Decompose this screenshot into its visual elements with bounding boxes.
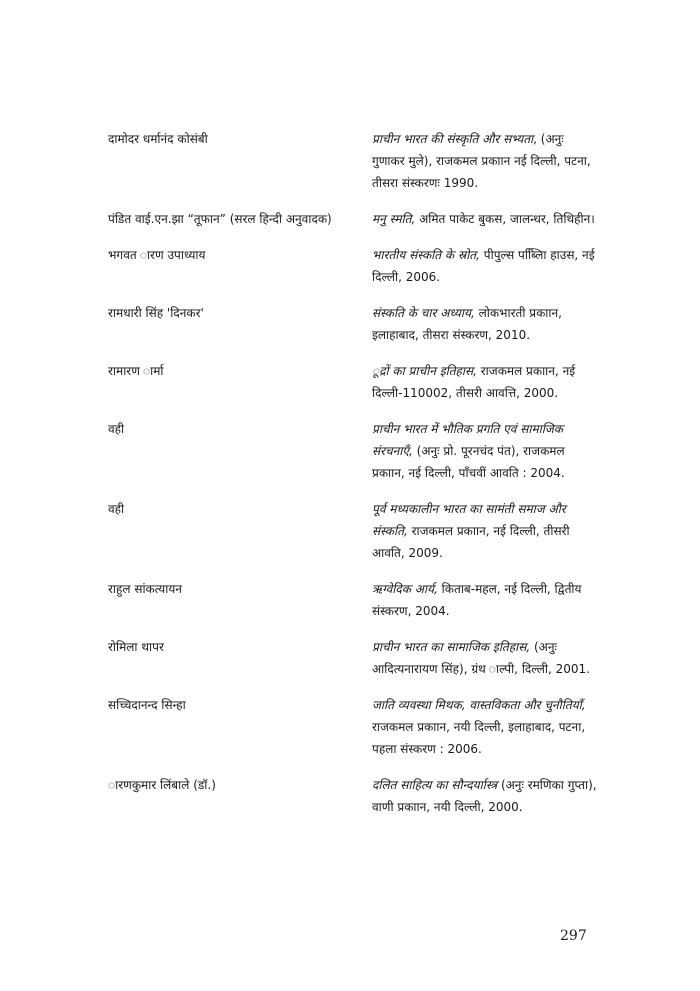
entry-details: पीपुल्स पब्लिाि हाउस, नई दिल्ली, 2006. [372, 248, 595, 284]
entry-details: (अनुः आदित्यनारायण सिंह), ग्रंथ ाल्पी, दिल्ली, 2001. [372, 640, 590, 676]
entry-reference [372, 694, 598, 760]
entry-author: रामारण ार्मा [108, 364, 164, 378]
entry-details: (अनुः प्रो. पूरनचंद पंत), राजकमल प्रकाान, नई दिल्ली, पाँचवीं आवति : 2004. [372, 444, 565, 480]
entry-work-title: ऋग्वेदिक आर्य, [372, 582, 438, 596]
entry-reference [372, 244, 598, 288]
entry-reference [372, 578, 598, 622]
entry-author: पंडित वाई.एन.झा “तूफान” (सरल हिन्दी अनुवादक) [108, 212, 332, 226]
entry-author: रोमिला थापर [108, 640, 164, 654]
entry-author: रामधारी सिंह 'दिनकर' [108, 306, 204, 320]
entry-reference [372, 360, 598, 404]
entry-author: वही [108, 422, 125, 436]
entry-author: ारणकुमार लिंबाले (डॉ.) [108, 778, 216, 792]
entry-reference [372, 418, 598, 484]
bibliography-entry [108, 244, 598, 288]
page-number: 297 [560, 928, 587, 944]
bibliography-entry [108, 498, 598, 564]
entry-reference [372, 774, 598, 818]
entry-work-title: जाति व्यवस्था मिथक, वास्तविकता और चुनौतियाँ, [372, 698, 586, 712]
entry-details: राजकमल प्रकाान, नई दिल्ली, तीसरी आवति, 2009. [372, 524, 570, 560]
entry-work-title: भारतीय संस्कति के स्रोत, [372, 248, 480, 262]
entry-details: राजकमल प्रकाान, नई दिल्ली-110002, तीसरी आवत्ति, 2000. [372, 364, 576, 400]
entry-work-title: प्राचीन भारत की संस्कृति और सभ्यता [372, 132, 534, 146]
entry-reference [372, 498, 598, 564]
bibliography-entry [108, 636, 598, 680]
entry-author: राहुल सांकत्यायन [108, 582, 182, 596]
bibliography-list [108, 128, 598, 832]
entry-work-title: दलित साहित्य का सौन्दर्याास्त्र [372, 778, 498, 792]
entry-work-title: प्राचीन भारत का सामाजिक इतिहास, [372, 640, 531, 654]
entry-details: किताब-महल, नई दिल्ली, द्वितीय संस्करण, 2004. [372, 582, 582, 618]
entry-details: , (अनुः गुणाकर मुले), राजकमल प्रकाान नई दिल्ली, पटना, तीसरा संस्करणः 1990. [372, 132, 591, 190]
entry-details: राजकमल प्रकाान, नयी दिल्ली, इलाहाबाद, पटना, पहला संस्करण : 2006. [372, 720, 586, 756]
entry-author: दामोदर धर्मानंद कोसंबी [108, 132, 208, 146]
bibliography-entry [108, 578, 598, 622]
entry-author: सच्चिदानन्द सिन्हा [108, 698, 186, 712]
entry-reference [372, 302, 598, 346]
entry-reference [372, 208, 598, 230]
entry-author: वही [108, 502, 125, 516]
bibliography-entry [108, 774, 598, 818]
entry-details: (अनुः रमणिका गुप्ता), वाणी प्रकाान, नयी दिल्ली, 2000. [372, 778, 597, 814]
entry-reference [372, 636, 598, 680]
entry-details: अमित पाकेट बुकस, जालन्धर, तिथिहीन। [415, 212, 595, 226]
entry-details: लोकभारती प्रकाान, इलाहाबाद, तीसरा संस्करण, 2010. [372, 306, 562, 342]
entry-work-title: पूर्व मध्यकालीन भारत का सामंती समाज और संस्कति, [372, 502, 566, 538]
bibliography-entry [108, 208, 598, 230]
entry-work-title: संस्कति के चार अध्याय, [372, 306, 475, 320]
entry-work-title: मनु स्मति, [372, 212, 416, 226]
entry-author: भगवत ारण उपाध्याय [108, 248, 206, 262]
bibliography-entry [108, 302, 598, 346]
entry-work-title: प्राचीन भारत में भौतिक प्रगति एवं सामाजिक संरचनाएँ, [372, 422, 563, 458]
bibliography-entry [108, 418, 598, 484]
bibliography-entry [108, 360, 598, 404]
entry-reference [372, 128, 598, 194]
bibliography-entry [108, 694, 598, 760]
entry-work-title: ूद्रों का प्राचीन इतिहास, [372, 364, 477, 378]
bibliography-entry [108, 128, 598, 194]
